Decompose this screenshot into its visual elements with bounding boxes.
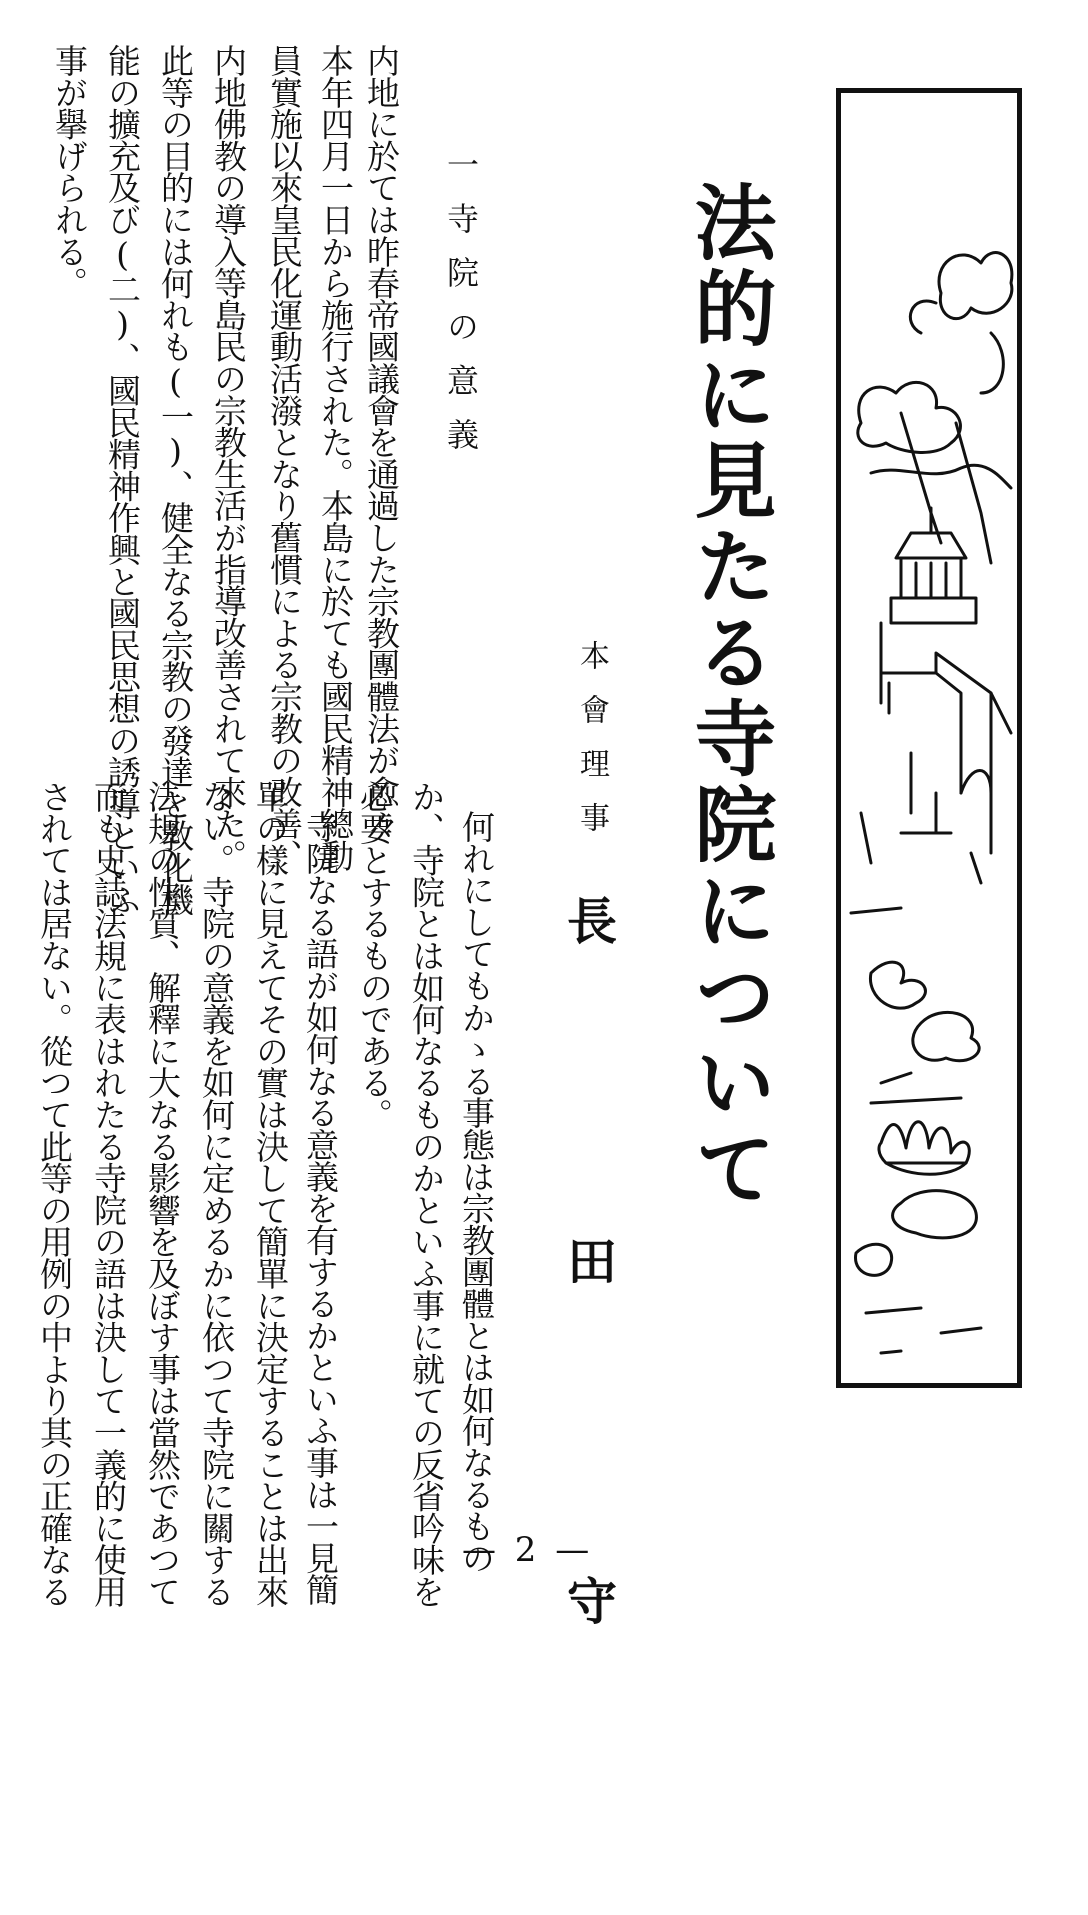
author-affiliation: 本會理事 [574,640,609,856]
paragraph-1-line: 員實施以來皇民化運動活潑となり舊慣による宗教の改善、 [265,44,304,871]
temple-pavilion-lotus-pond-icon [836,88,1022,1388]
paragraph-3-line: 而も史誌法規に表はれたる寺院の語は決して一義的に使用 [89,780,128,1607]
paragraph-1-line: 能の擴充及び(二)、國民精神作興と國民思想の誘導といふ [103,44,142,915]
paragraph-3-line: 寺院なる語が如何なる意義を有するかといふ事は一見簡 [301,810,340,1605]
author-name: 長田守 [559,895,618,1915]
article-title: 法的に見たる寺院について [681,180,777,1212]
paragraph-3-line: ない。寺院の意義を如何に定めるかに依つて寺院に關する [197,780,236,1607]
paragraph-1-line: 内地佛教の導入等島民の宗教生活が指導改善されて來た。 [209,44,248,871]
paragraph-1-line: 此等の目的には何れも(一)、健全なる宗教の發達と教化機 [156,44,195,915]
paragraph-2-line: 何れにしてもかゝる事態は宗教團體とは如何なるもの [457,810,496,1574]
paragraph-2-line: 必要とするものである。 [355,780,394,1130]
page-number: — 2 — [462,1530,594,1570]
paragraph-1-line: 本年四月一日から施行された。本島に於ても國民精神總動 [316,44,355,871]
paragraph-1-line: 事が擧げられる。 [50,44,89,299]
paragraph-3-line: されては居ない。從つて此等の用例の中より其の正確なる [35,780,74,1607]
paragraph-3-line: 法規の性質、解釋に大なる影響を及ぼす事は當然であつて [143,780,182,1607]
paragraph-3-line: 單の樣に見えてその實は決して簡單に決定することは出來 [251,780,290,1607]
paragraph-2-line: か、寺院とは如何なるものかといふ事に就ての反省吟味を [407,780,446,1607]
paragraph-1-line: 内地に於ては昨春帝國議會を通過した宗教團體法が愈々 [362,44,401,839]
section-heading: 一寺院の意義 [442,148,480,472]
